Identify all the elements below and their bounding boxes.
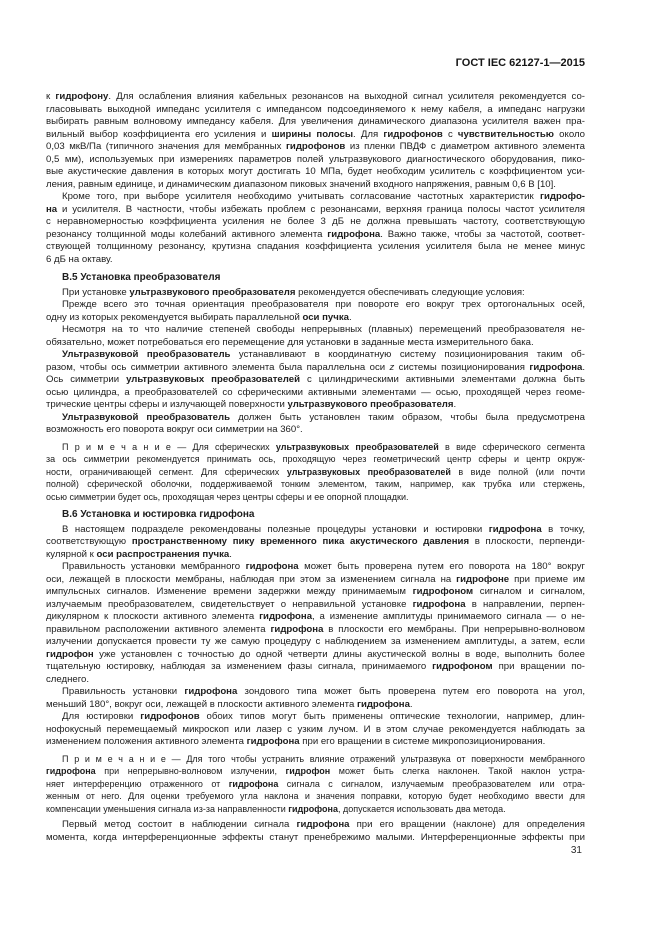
text-line: одну из которых рекомендуется выбирать параллельной оси пучка. <box>46 311 352 323</box>
note-block <box>46 441 585 504</box>
paragraph <box>46 191 585 266</box>
text-line: нофокусный перемещаемый микроскоп или лазер с узким лучом. И в этом случае рекомендуется наблюдать за <box>46 723 585 735</box>
section-heading: В.6 Установка и юстировка гидрофона <box>62 509 255 520</box>
text-line: дикулярном к плоскости активного элемента гидрофона, а изменение амплитуды принимаемого сигнала — о не- <box>46 611 585 622</box>
text-line: гидрофона при непрерывно-волновом излучении, гидрофон может быть слегка наклонен. Такой наклон устра- <box>46 766 585 776</box>
text-line: меньший 180°, вокруг оси, лежащей в плоскости активного элемента гидрофона. <box>46 698 413 710</box>
text-line: резонансу толщинной моды колебаний активного элемента гидрофона. Важно также, чтобы за частотой, соответ- <box>46 228 585 240</box>
text-line: кулярной к оси распространения пучка. <box>46 548 232 560</box>
text-line: Для юстировки гидрофонов обоих типов могут быть применены оптические технологии, например, длин- <box>62 711 585 722</box>
text-line: 6 дБ на октаву. <box>46 253 113 265</box>
text-line: вильный выбор коэффициента его усиления и ширины полосы. Для гидрофонов с чувствительностью около <box>46 128 585 140</box>
paragraph <box>46 412 585 437</box>
paragraph <box>46 91 585 191</box>
text-line: Правильность установки мембранного гидрофона может быть проверена путем его поворота на 180° вокруг <box>62 561 585 572</box>
text-line: трические центры сферы и излучающей поверхности ультразвукового преобразователя. <box>46 399 457 410</box>
text-line: изменением положения активного элемента гидрофона при его вращении в системе микропозиционирования. <box>46 736 546 747</box>
text-line: Прежде всего это точная ориентация преобразователя при повороте его вокруг трех ортогональных осей, <box>62 299 585 310</box>
section-heading: В.5 Установка преобразователя <box>62 272 221 283</box>
text-line: гидрофон уже установлен с точностью до одной четверти длины акустической волны в воде, выполнить более <box>46 648 585 660</box>
text-line: 0,5 мм), используемых при измерениях параметров полей ультразвукового диагностического оборудования, пико- <box>46 153 585 165</box>
text-line: излучении допускается провести ту же самую процедуру с наблюдением за изменением амплитуды, а затем, если <box>46 636 585 647</box>
paragraph <box>46 287 585 300</box>
paragraph <box>46 686 585 711</box>
text-line: 0,03 мкВ/Па (типичного значения для мембранных гидрофонов из пленки ПВДФ с диаметром активного элемента <box>46 141 585 152</box>
text-line: осью цилиндра, а преобразователей со сферическими активными элементами — осью, проходящей через геоме- <box>46 386 585 398</box>
text-line: возможность его поворота вокруг оси симметрии на 360°. <box>46 424 303 435</box>
text-line: ствующей толщинному резонансу, крутизна спадания коэффициента усиления усилителя была не менее минус <box>46 241 585 252</box>
text-line: гласовывать выходной импеданс усилителя с импедансом подсоединяемого к нему кабеля, а импеданс нагрузки <box>46 103 585 115</box>
text-line: Правильность установки гидрофона зондового типа может быть проверена путем его поворота на угол, <box>62 686 585 697</box>
text-line: следнего. <box>46 673 90 685</box>
text-line: за ось симметрии рекомендуется принимать ось, проходящую через геометрический центр сферы и центр окруж- <box>46 454 585 464</box>
text-line: Ультразвуковой преобразователь должен быть установлен таким образом, чтобы была предусмотрена <box>62 411 585 423</box>
text-line: компенсации уменьшения сигнала из-за направленности гидрофона, допускается использовать два метода. <box>46 803 506 814</box>
text-line: тщательную юстировку, наблюдая за изменением фазы сигнала, принимаемого гидрофоном при вращении по- <box>46 661 585 672</box>
page-number: 31 <box>570 845 582 856</box>
text-line: женным от него. Для оценки требуемого угла наклона и значения поправки, которую будет необходимо ввести для <box>46 791 585 801</box>
text-line: П р и м е ч а н и е — Для сферических ультразвуковых преобразователей в виде сферического сегмента <box>62 441 585 452</box>
text-line: осью симметрии будет ось, проходящая через центры сферы и ее опорной площадки. <box>46 491 409 502</box>
text-line: Несмотря на то что наличие степеней свободы непрерывных (плавных) перемещений преобразователя не- <box>62 324 585 335</box>
paragraph <box>46 349 585 412</box>
text-line: При установке ультразвукового преобразователя рекомендуется обеспечивать следующие условия: <box>62 286 525 298</box>
text-line: полной) сферической оболочки, поддерживаемой тонким элементом, таким, например, как трубка или стержень, <box>46 479 585 489</box>
text-line: на и усилителя. В частности, чтобы избежать проблем с резонансами, верхняя граница полосы частот усилителя <box>46 203 585 215</box>
text-line: П р и м е ч а н и е — Для того чтобы устранить влияние отражений ультразвука от поверхности мембранного <box>62 753 585 764</box>
paragraph <box>46 524 585 562</box>
paragraph <box>46 819 585 844</box>
text-line: импульсных сигналов. Изменение времени задержки между принимаемым гидрофоном сигналом и сигналом, <box>46 586 585 597</box>
text-line: Ось симметрии ультразвуковых преобразователей с цилиндрическими активными элементами должна быть <box>46 374 585 385</box>
running-header-standard-number: ГОСТ IEC 62127-1—2015 <box>455 57 585 69</box>
text-line: правильном расположении активного элемента гидрофона в плоскости его мембраны. При непрерывно-волновом <box>46 623 585 635</box>
text-line: оси, лежащей в плоскости мембраны, наблюдая при этом за изменением сигнала на гидрофоне при приеме им <box>46 573 585 585</box>
text-line: ления, равным единице, и динамическим диапазоном пиковых значений входного напряжения, равным 0,6 В [10]. <box>46 178 556 190</box>
note-block <box>46 753 585 816</box>
text-line: момента, когда интерференционные эффекты станут пренебрежимо малыми. Интерференционные эффекты при <box>46 831 585 843</box>
paragraph <box>46 711 585 749</box>
text-line: В настоящем подразделе рекомендованы полезные процедуры установки и юстировки гидрофона в точку, <box>62 523 585 535</box>
document-body <box>46 91 585 844</box>
paragraph <box>46 561 585 686</box>
paragraph <box>46 324 585 349</box>
text-line: излучаемым преобразователем, свидетельствует о неправильной установке гидрофона в направлении, перпен- <box>46 598 585 610</box>
text-line: выбирать равным волновому импедансу кабеля. Для увеличения динамического диапазона усилителя важен пра- <box>46 116 585 127</box>
text-line: вые акустические давления в которых могут достигать 10 МПа, будет необходим усилитель с коэффициентом уси- <box>46 166 585 177</box>
text-line: Ультразвуковой преобразователь устанавливают в координатную систему позиционирования таким об- <box>62 349 585 360</box>
text-line: к гидрофону. Для ослабления влияния кабельных резонансов на выходной сигнал усилителя рекомендуется со- <box>46 91 585 102</box>
paragraph <box>46 299 585 324</box>
text-line: Первый метод состоит в наблюдении сигнала гидрофона при его вращении (наклоне) для определения <box>62 819 585 830</box>
text-line: разом, чтобы ось симметрии активного элемента была параллельна оси z системы позиционирования гидрофона. <box>46 361 585 373</box>
text-line: соответствующую пространственному пику временного пика акустического давления в плоскости, перпенди- <box>46 536 585 547</box>
text-line: обязательно, может потребоваться его перемещение для установки в заданные места измерительного бака. <box>46 336 534 348</box>
text-line: с неравномерностью коэффициента усиления не более 3 дБ не должна превышать частоту, соответствующую <box>46 216 585 227</box>
text-line: Кроме того, при выборе усилителя необходимо учитывать согласование частотных характеристик гидрофо- <box>62 191 585 202</box>
text-line: няет интерференцию отраженного от гидрофона сигнала с сигналом, излучаемым преобразователем или отра- <box>46 778 585 789</box>
text-line: ности, ограничивающей сегмент. Для сферических ультразвуковых преобразователей в виде полной (или почти <box>46 466 585 477</box>
